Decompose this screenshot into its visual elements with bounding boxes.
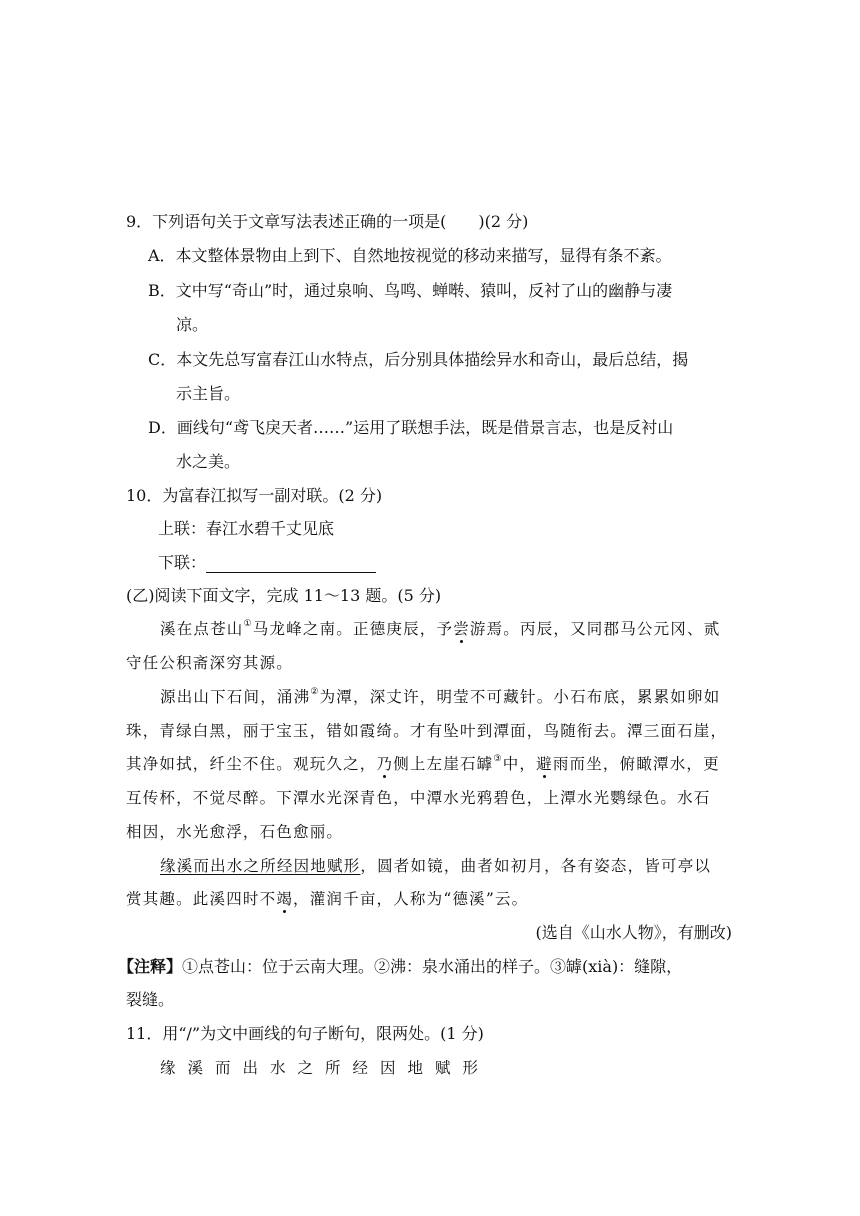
notes-line1 (118, 957, 682, 977)
passage-text: 侧上左崖石罅 (393, 755, 494, 773)
passage-text: ，圆者如镜，曲者如初月，各有姿态，皆可亭以 (360, 857, 712, 875)
notes-label: 【注释】 (118, 957, 183, 976)
passage-p2-line2: 珠，青绿白黑，丽于宝玉，错如霞绮。才有坠叶到潭面，鸟随衔去。潭三面石崖， (126, 722, 728, 740)
passage-p3-line1 (160, 856, 711, 876)
q9-option-a: A．本文整体景物由上到下、自然地按视觉的移动来描写，显得有条不紊。 (148, 246, 672, 265)
q10-lower-couplet (158, 553, 376, 573)
passage-text: 马龙峰之南。正德庚辰，予 (252, 620, 454, 638)
q9-option-d-line1: D．画线句“鸢飞戾天者……”运用了联想手法，既是借景言志，也是反衬山 (148, 418, 674, 437)
passage-p3-line2 (126, 889, 528, 909)
passage-text: 溪在点苍山 (160, 620, 244, 638)
passage-text: 为潭，深丈许，明莹不可藏针。小石布底，累累如卵如 (319, 688, 721, 706)
q10-lower-label: 下联： (158, 553, 207, 572)
notes-text: ①点苍山：位于云南大理。②沸：泉水涌出的样子。③罅(xià)：缝隙， (182, 957, 683, 976)
answer-blank[interactable] (206, 556, 376, 573)
q9-option-b-line1: B．文中写“奇山”时，通过泉响、鸟鸣、蝉啭、猿叫，反衬了山的幽静与凄 (148, 281, 673, 300)
emphasis-char: 竭 (276, 890, 294, 908)
emphasis-char: 尝 (453, 620, 470, 638)
q11-stem: 11．用“/”为文中画线的句子断句，限两处。(1 分) (126, 1024, 484, 1043)
passage-text: 赏其趣。此溪四时不 (126, 890, 277, 908)
q9-option-c-line2: 示主旨。 (176, 384, 241, 403)
q10-upper-couplet: 上联：春江水碧千丈见底 (158, 519, 335, 538)
passage-text: 游焉。丙辰，又同郡马公元冈、贰 (469, 620, 721, 638)
passage-p1-line2: 守任公积斋深穷其源。 (126, 654, 294, 672)
emphasis-char: 乃 (376, 755, 394, 773)
passage-text: ，灌润千亩，人称为“德溪”云。 (293, 890, 529, 908)
passage-text: 雨而坐，俯瞰潭水，更 (552, 755, 720, 773)
passage-p2-line1 (160, 687, 720, 707)
passage-p2-line4: 互传杯，不觉尽醉。下潭水光深青色，中潭水光鸦碧色，上潭水光鹦绿色。水石 (126, 789, 711, 807)
passage-source: (选自《山水人物》，有删改) (535, 923, 732, 942)
emphasis-char: 避 (536, 755, 553, 773)
passage-p2-line3 (126, 754, 720, 774)
footnote-ref-1: ① (243, 619, 253, 629)
q9-stem: 9．下列语句关于文章写法表述正确的一项是( )(2 分) (126, 212, 529, 231)
passage-text: 源出山下石间，涌沸 (160, 688, 311, 706)
q9-option-d-line2: 水之美。 (176, 452, 241, 471)
passage-text: 其净如拭，纤尘不住。观玩久之， (126, 755, 377, 773)
passage-p2-line5: 相因，水光愈浮，石色愈丽。 (126, 823, 344, 841)
q9-option-c-line1: C．本文先总写富春江山水特点，后分别具体描绘异水和奇山，最后总结，揭 (148, 350, 689, 369)
footnote-ref-2: ② (310, 687, 320, 697)
q10-stem: 10．为富春江拟写一副对联。(2 分) (126, 486, 383, 505)
q9-option-b-line2: 凉。 (176, 315, 209, 334)
q11-sentence: 缘溪而出水之所经因地赋形 (160, 1059, 491, 1077)
footnote-ref-3: ③ (493, 754, 503, 764)
underlined-sentence: 缘溪而出水之所经因地赋形 (160, 857, 361, 875)
passage-p1-line1 (160, 619, 720, 639)
section-b-heading: (乙)阅读下面文字，完成 11～13 题。(5 分) (126, 586, 442, 605)
notes-line2: 裂缝。 (126, 990, 175, 1009)
passage-text: 中， (502, 755, 537, 773)
